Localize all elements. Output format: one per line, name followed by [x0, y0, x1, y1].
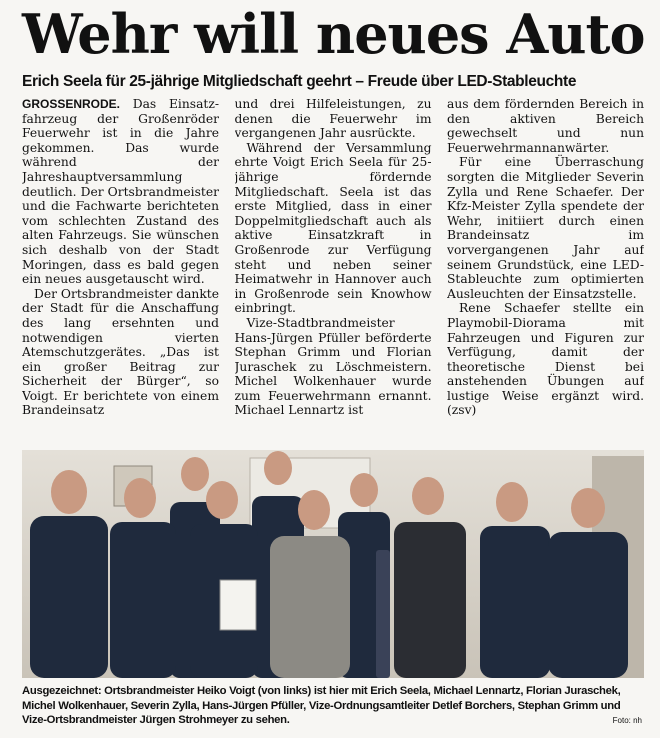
subheadline: Erich Seela für 25-jährige Mitgliedschaft geehrt – Freude über LED-Stableuchte — [22, 73, 577, 90]
paragraph-text: Das Einsatzfahrzeug der Großenröder Feuerwehr ist in die Jahre gekommen. Das wurde während der Jahreshauptversammlung deutlich. Der Ortsbrandmeister und die Fachwarte berichteten vom schlechten Zustand des alten Fahrzeugs. Sie wünschen sich deshalb von der Stadt Moringen, dass es bald gegen ein neues ausgetauscht wird. — [22, 97, 219, 287]
dateline: GROSSENRODE. — [22, 97, 121, 111]
paragraph: Vize-Stadtbrandmeister Hans-Jürgen Pfüller beförderte Stephan Grimm und Florian Juraschek zu Löschmeistern. Michel Wolkenhauer wurde zum Feuerwehrmann ernannt. Michael Lennartz ist — [234, 315, 432, 418]
certificate — [220, 580, 256, 630]
column-1 — [22, 97, 219, 437]
paragraph: Rene Schaefer stellte ein Playmobil-Diorama mit Fahrzeugen und Figuren zur Verfügung, damit der theoretische Dienst bei anstehenden Übungen auf lustige Weise ergänzt wird. (zsv) — [447, 301, 644, 418]
paragraph — [22, 97, 219, 287]
group-photo — [22, 450, 644, 678]
paragraph: und drei Hilfeleistungen, zu denen die Feuerwehr im vergangenen Jahr ausrückte. — [234, 97, 432, 141]
group-photo-illustration — [22, 450, 644, 678]
paragraph: Für eine Überraschung sorgten die Mitglieder Severin Zylla und Rene Schaefer. Der Kfz-Meister Zylla spendete der Wehr, initiiert durch einen Brandeinsatz im vorvergangenen Jahr auf seinem Grundstück, eine LED-Stableuchte zum optimierten Ausleuchten der Einsatzstelle. — [447, 155, 644, 301]
led-light-bar — [376, 550, 390, 678]
paragraph: Während der Versammlung ehrte Voigt Erich Seela für 25-jährige fördernde Mitgliedschaft. Seela ist das erste Mitglied, dass in einer Doppelmitgliedschaft auch als aktive Einsatzkraft in Großenrode zur Verfügung steht und neben seiner Heimatwehr in Hannover auch in Großenrode sein Knowhow einbringt. — [234, 140, 432, 316]
paragraph: Der Ortsbrandmeister dankte der Stadt für die Anschaffung des lang ersehnten und notwendigen vierten Atemschutzgerätes. „Das ist ein großer Beitrag zur Sicherheit der Bürger“, so Voigt. Er berichtete von einem Brandeinsatz — [22, 286, 219, 418]
photo-caption: Ausgezeichnet: Ortsbrandmeister Heiko Voigt (von links) ist hier mit Erich Seela, Michael Lennartz, Florian Juraschek, Michel Wolkenhauer, Severin Zylla, Hans-Jürgen Pfüller, Vize-Ordnungsamtleiter Detlef Borchers, Stephan Grimm und Vize-Ortsbrandmeister Jürgen Strohmeyer zu sehen. — [22, 685, 621, 726]
column-2 — [235, 97, 432, 437]
paragraph: aus dem fördernden Bereich in den aktiven Bereich gewechselt und nun Feuerwehrmannanwärter. — [447, 97, 644, 155]
headline: Wehr will neues Auto — [22, 2, 645, 66]
column-3 — [447, 97, 644, 437]
article-body — [22, 97, 644, 437]
photo-credit: Foto: nh — [612, 716, 642, 725]
